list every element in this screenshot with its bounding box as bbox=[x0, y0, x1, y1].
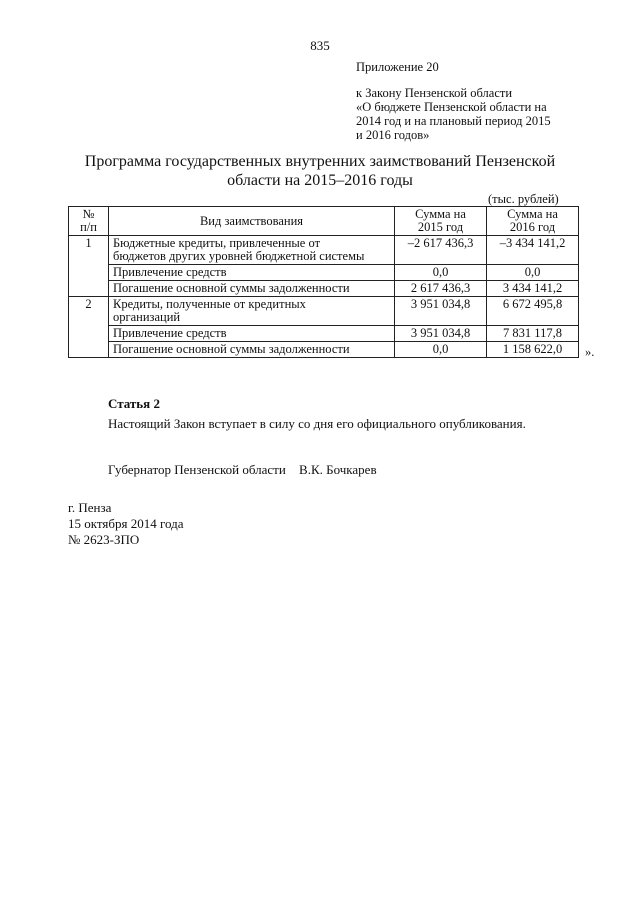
cell-2015: 0,0 bbox=[395, 265, 487, 281]
header-sum-line: 2015 год bbox=[417, 220, 464, 234]
table-row bbox=[69, 297, 579, 326]
header-sum-line: Сумма на bbox=[415, 207, 466, 221]
header-sum-line: 2016 год bbox=[509, 220, 556, 234]
table-row bbox=[69, 236, 579, 265]
table-row bbox=[69, 342, 579, 358]
cell-2016: 6 672 495,8 bbox=[487, 297, 579, 326]
borrowing-table bbox=[68, 206, 579, 358]
row-name: Погашение основной суммы задолженности bbox=[109, 342, 395, 358]
document-title-line: Программа государственных внутренних заимствований Пензенской bbox=[84, 153, 556, 170]
cell-2016: 1 158 622,0 bbox=[487, 342, 579, 358]
units-label: (тыс. рублей) bbox=[488, 192, 559, 206]
row-number: 2 bbox=[69, 297, 109, 358]
row-name-line: организаций bbox=[113, 310, 181, 324]
header-sum-line: Сумма на bbox=[507, 207, 558, 221]
closing-quote: ». bbox=[585, 345, 595, 359]
cell-2015: 2 617 436,3 bbox=[395, 281, 487, 297]
cell-2016: 0,0 bbox=[487, 265, 579, 281]
header-sum-2016 bbox=[487, 207, 579, 236]
place-date-block bbox=[68, 500, 184, 548]
cell-2016: –3 434 141,2 bbox=[487, 236, 579, 265]
header-sum-2015 bbox=[395, 207, 487, 236]
header-borrowing-type: Вид заимствования bbox=[109, 207, 395, 236]
table-row bbox=[69, 326, 579, 342]
signature-line bbox=[108, 462, 377, 478]
row-name-line: Кредиты, полученные от кредитных bbox=[113, 297, 306, 311]
row-name: Погашение основной суммы задолженности bbox=[109, 281, 395, 297]
row-name bbox=[109, 297, 395, 326]
table-row bbox=[69, 265, 579, 281]
article-text: Настоящий Закон вступает в силу со дня его официального опубликования. bbox=[108, 416, 526, 431]
cell-2015: 3 951 034,8 bbox=[395, 326, 487, 342]
header-number-line: № bbox=[82, 207, 95, 221]
row-number: 1 bbox=[69, 236, 109, 297]
signature-name: В.К. Бочкарев bbox=[299, 462, 377, 477]
cell-2015: 3 951 034,8 bbox=[395, 297, 487, 326]
table-row bbox=[69, 281, 579, 297]
row-name-line: Бюджетные кредиты, привлеченные от bbox=[113, 236, 321, 250]
document-title-line: области на 2015–2016 годы bbox=[227, 172, 413, 189]
cell-2015: –2 617 436,3 bbox=[395, 236, 487, 265]
annex-title: Приложение 20 bbox=[356, 60, 439, 74]
signature-position: Губернатор Пензенской области bbox=[108, 462, 286, 477]
city: г. Пенза bbox=[68, 500, 112, 515]
annex-reference-line: и 2016 годов» bbox=[356, 128, 430, 142]
cell-2015: 0,0 bbox=[395, 342, 487, 358]
row-name: Привлечение средств bbox=[109, 326, 395, 342]
annex-reference-line: 2014 год и на плановый период 2015 bbox=[356, 114, 551, 128]
row-name-line: бюджетов других уровней бюджетной системы bbox=[113, 249, 365, 263]
annex-reference-line: к Закону Пензенской области bbox=[356, 86, 513, 100]
article-heading: Статья 2 bbox=[108, 396, 160, 411]
cell-2016: 3 434 141,2 bbox=[487, 281, 579, 297]
cell-2016: 7 831 117,8 bbox=[487, 326, 579, 342]
date: 15 октября 2014 года bbox=[68, 516, 184, 531]
row-name bbox=[109, 236, 395, 265]
header-number-line: п/п bbox=[80, 220, 97, 234]
page-number: 835 bbox=[310, 38, 330, 53]
annex-block bbox=[356, 60, 551, 142]
law-number: № 2623-ЗПО bbox=[68, 532, 140, 547]
header-number bbox=[69, 207, 109, 236]
table-header-row bbox=[69, 207, 579, 236]
row-name: Привлечение средств bbox=[109, 265, 395, 281]
annex-reference-line: «О бюджете Пензенской области на bbox=[356, 100, 547, 114]
document-title bbox=[40, 152, 600, 190]
